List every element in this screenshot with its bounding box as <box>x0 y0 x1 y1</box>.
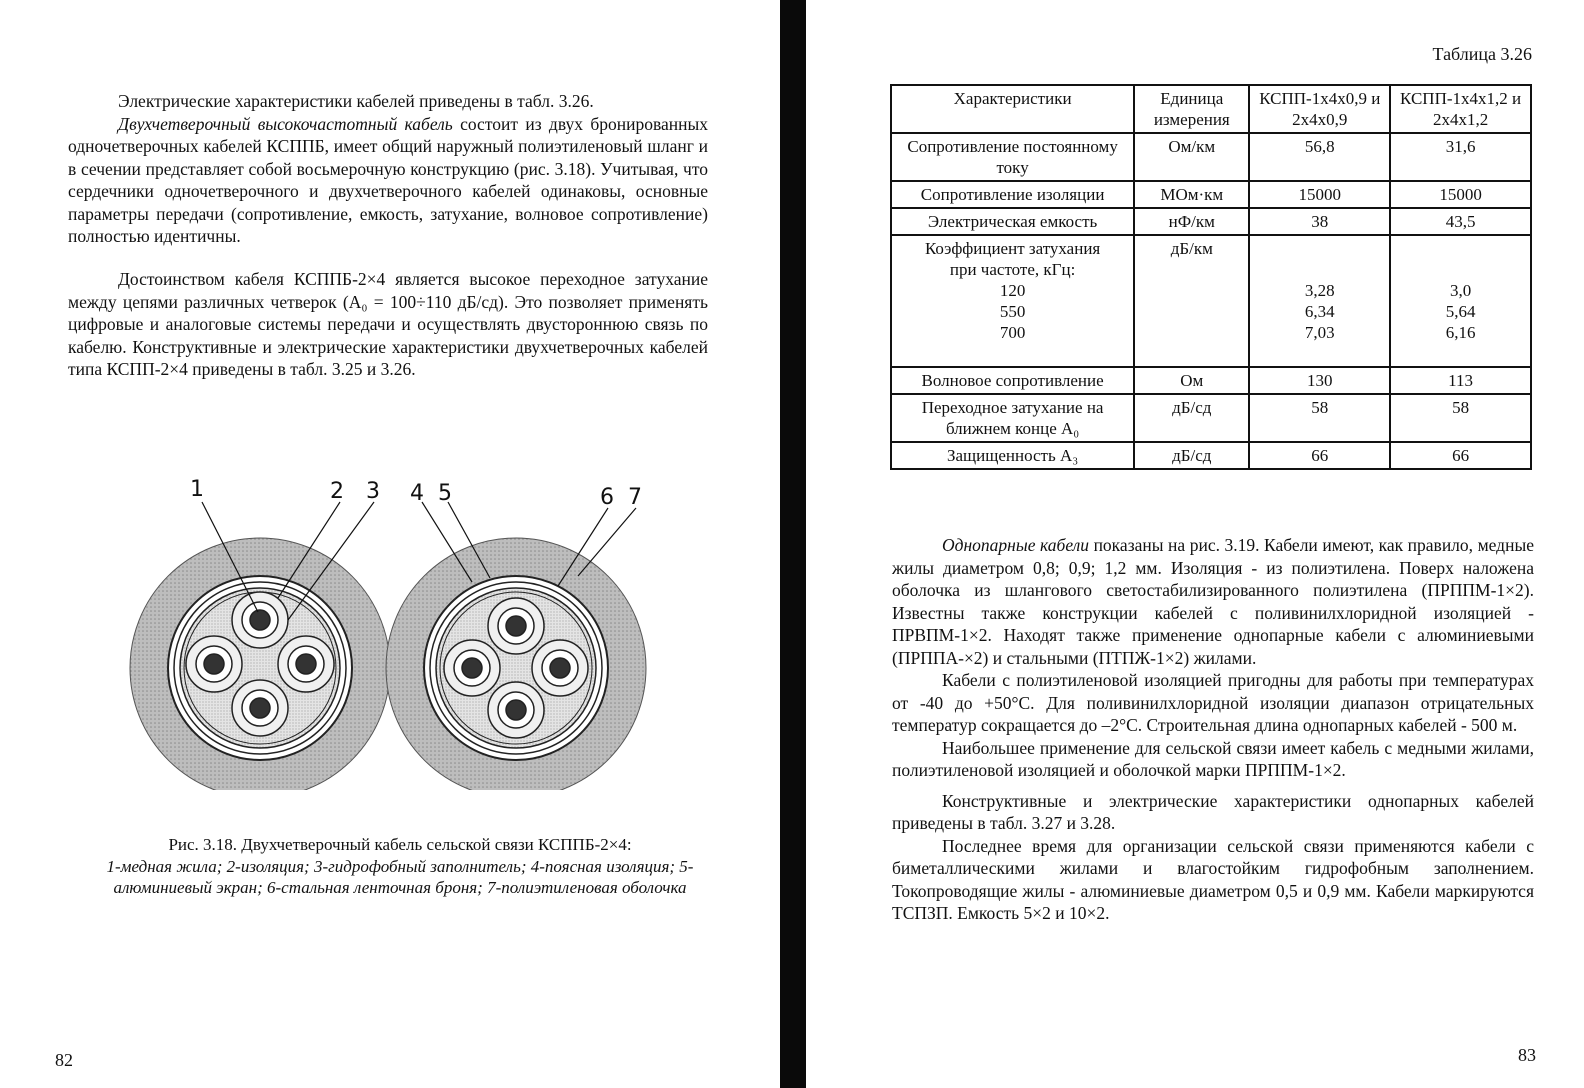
row-value: 58 <box>1249 394 1390 442</box>
table-row <box>891 367 1531 394</box>
header-col1: КСПП-1х4х0,9 и 2х4х0,9 <box>1249 85 1390 133</box>
fig-label-6: 6 <box>600 485 614 510</box>
table-row <box>891 442 1531 469</box>
row-value: 15000 <box>1249 181 1390 208</box>
row-value: 15000 <box>1390 181 1531 208</box>
row-unit: Ом/км <box>1134 133 1249 181</box>
right-paragraph-3: Наибольшее применение для сельской связи имеет кабель с медными жилами, полиэтиленовой изоляцией и оболочкой марки ПРППМ-1×2. <box>892 737 1534 780</box>
table-row <box>891 181 1531 208</box>
row-value <box>1249 235 1390 367</box>
single-pair-term: Однопарные кабели <box>942 535 1090 555</box>
right-paragraph-1 <box>892 534 1534 669</box>
intro-sentence: Электрические характеристики кабелей приведены в табл. 3.26. <box>118 91 594 111</box>
fig-label-4: 4 <box>410 481 424 506</box>
table-title: Таблица 3.26 <box>1432 44 1532 64</box>
left-page <box>0 0 780 1088</box>
row-unit: дБ/км <box>1134 235 1249 367</box>
right-page-text <box>892 534 1534 925</box>
att-col1-550: 6,34 <box>1304 302 1335 321</box>
attenuation-label-1: Коэффициент затухания <box>924 239 1101 258</box>
page-number-right: 83 <box>1518 1045 1536 1065</box>
header-unit: Единица измерения <box>1134 85 1249 133</box>
att-col2-700: 6,16 <box>1445 323 1476 342</box>
row-value <box>1390 235 1531 367</box>
row-label: Защищенность A₃ <box>891 442 1134 469</box>
header-characteristics: Характеристики <box>891 85 1134 133</box>
cable-term: Двухчетверочный высокочастотный кабель <box>118 113 453 134</box>
att-col2-550: 5,64 <box>1445 302 1476 321</box>
row-value: 31,6 <box>1390 133 1531 181</box>
caption-title: Рис. 3.18. Двухчетверочный кабель сельской связи КСППБ-2×4: <box>168 835 632 854</box>
row-unit: дБ/сд <box>1134 394 1249 442</box>
row-label: Сопротивление постоянному току <box>891 133 1134 181</box>
caption-items: 1-медная жила; 2-изоляция; 3-гидрофобный заполнитель; 4-поясная изоляция; 5-алюминиевый экран; 6-стальная ленточная броня; 7-полиэтиленовая оболочка <box>106 856 694 897</box>
table-row <box>891 394 1531 442</box>
cable-cross-section-figure <box>118 470 678 790</box>
row-value: 56,8 <box>1249 133 1390 181</box>
right-page <box>808 0 1584 1088</box>
fig-label-5: 5 <box>438 481 452 506</box>
fig-label-7: 7 <box>628 485 642 510</box>
fig-label-1: 1 <box>190 477 204 502</box>
row-value: 43,5 <box>1390 208 1531 235</box>
right-paragraph-2: Кабели с полиэтиленовой изоляцией пригодны для работы при температурах от -40 до +50°С. Для поливинилхлоридной изоляции диапазон отрицательных температур сокращается до –2°С. Строительная длина однопарных кабелей - 500 м. <box>892 670 1534 735</box>
row-unit: Ом <box>1134 367 1249 394</box>
characteristics-table <box>890 84 1532 470</box>
attenuation-label-2: при частоте, кГц: <box>949 260 1076 279</box>
att-col2-120: 3,0 <box>1449 281 1472 300</box>
book-spine <box>780 0 806 1088</box>
table-header-row <box>891 85 1531 133</box>
table-row <box>891 133 1531 181</box>
row-unit: дБ/сд <box>1134 442 1249 469</box>
fig-label-3: 3 <box>366 479 380 504</box>
row-label <box>891 235 1134 367</box>
table-row <box>891 208 1531 235</box>
freq-550: 550 <box>999 302 1026 321</box>
table-row-attenuation <box>891 235 1531 367</box>
left-paragraph-1 <box>68 90 708 248</box>
att-col1-700: 7,03 <box>1304 323 1335 342</box>
row-value: 130 <box>1249 367 1390 394</box>
row-unit: МОм·км <box>1134 181 1249 208</box>
figure-caption <box>100 834 700 899</box>
freq-120: 120 <box>999 281 1026 300</box>
fig-label-2: 2 <box>330 479 344 504</box>
row-unit: нФ/км <box>1134 208 1249 235</box>
row-label: Переходное затухание на ближнем конце A₀ <box>891 394 1134 442</box>
two-quad-cable-description <box>68 113 708 248</box>
row-label: Сопротивление изоляции <box>891 181 1134 208</box>
left-paragraph-2: Достоинством кабеля КСППБ-2×4 является высокое переходное затухание между цепями различных четверок (A₀ = 100÷110 дБ/сд). Это позволяет применять цифровые и аналоговые системы передачи и осуществлять двустороннюю связь по кабелю. Конструктивные и электрические характеристики двухчетверочных кабелей типа КСПП-2×4 приведены в табл. 3.25 и 3.26. <box>68 269 708 379</box>
single-pair-description: показаны на рис. 3.19. Кабели имеют, как правило, медные жилы диаметром 0,8; 0,9; 1,2 мм. Изоляция - из полиэтилена. Поверх наложена оболочка из шлангового светостабилизированного полиэтилена (ПРППМ-1×2). Известны также конструкции кабелей с поливинилхлоридной изоляцией - ПРВПМ-1×2. Находят также применение однопарные кабели с алюминиевыми (ПРППА-×2) и стальными (ПТПЖ-1×2) жилами. <box>892 535 1534 668</box>
row-value: 66 <box>1390 442 1531 469</box>
header-col2: КСПП-1х4х1,2 и 2х4х1,2 <box>1390 85 1531 133</box>
row-value: 58 <box>1390 394 1531 442</box>
cable-description: состоит из двух бронированных одночетверочных кабелей КСППБ, имеет общий наружный полиэтиленовый шланг и в сечении представляет собой восьмерочную конструкцию (рис. 3.18). Учитывая, что сердечники одночетверочного и двухчетверочного кабелей одинаковы, основные параметры передачи (сопротивление, емкость, затухание, волновое сопротивление) полностью идентичны. <box>68 113 709 246</box>
right-paragraph-5: Последнее время для организации сельской связи применяются кабели с биметаллическими жилами и влагостойким гидрофобным заполнением. Токопроводящие жилы - алюминиевые диаметром 0,5 и 0,9 мм. Кабели маркируются ТСПЗП. Емкость 5×2 и 10×2. <box>892 835 1534 923</box>
row-value: 38 <box>1249 208 1390 235</box>
row-label: Волновое сопротивление <box>891 367 1134 394</box>
row-value: 113 <box>1390 367 1531 394</box>
right-paragraph-4: Конструктивные и электрические характеристики однопарных кабелей приведены в табл. 3.27 и 3.28. <box>892 790 1534 833</box>
att-col1-120: 3,28 <box>1304 281 1335 300</box>
row-value: 66 <box>1249 442 1390 469</box>
row-label: Электрическая емкость <box>891 208 1134 235</box>
page-number-left: 82 <box>55 1050 73 1070</box>
freq-700: 700 <box>999 323 1026 342</box>
